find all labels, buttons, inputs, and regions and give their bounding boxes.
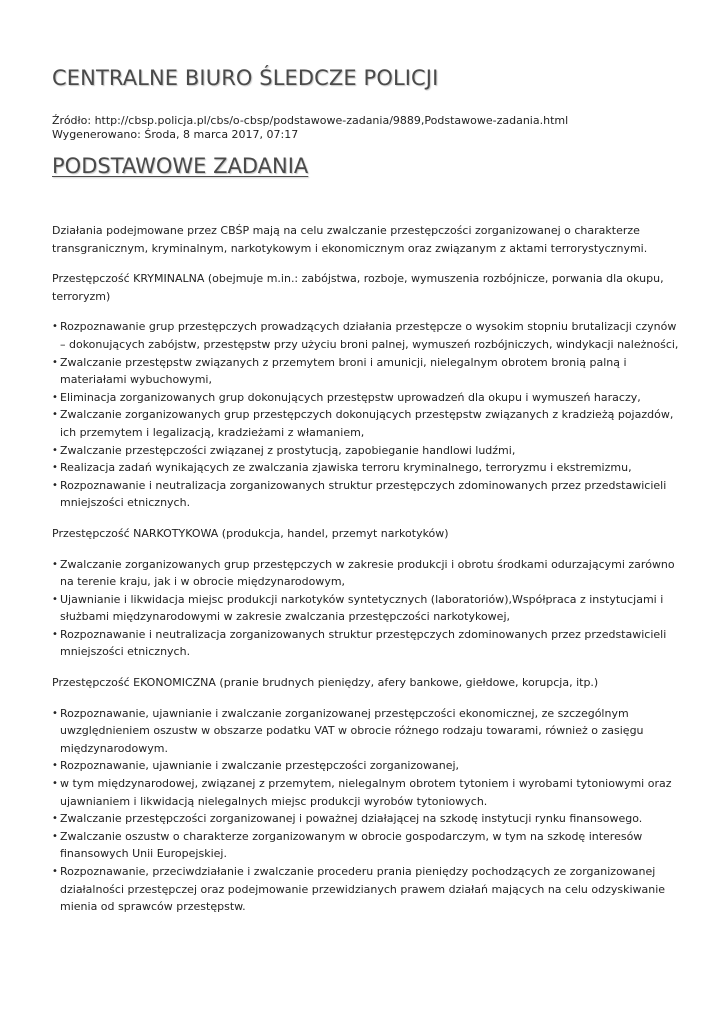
list-item	[52, 459, 682, 477]
intro-paragraph: Działania podejmowane przez CBŚP mają na celu zwalczanie przestępczości zorganizowanej o charakterze transgranicznym, kryminalnym, narkotykowym i ekonomicznym oraz związanym z aktami terrorystycznymi.	[52, 224, 648, 255]
section-heading-narcotics: Przestępczość NARKOTYKOWA (produkcja, handel, przemyt narkotyków)	[52, 526, 449, 540]
bullet-icon: •	[52, 830, 58, 842]
site-title: CENTRALNE BIURO ŚLEDCZE POLICJI	[52, 66, 439, 90]
list-item	[52, 828, 682, 863]
bullet-icon: •	[52, 558, 58, 570]
list-item-text: Zwalczanie przestępczości związanej z prostytucją, zapobieganie handlowi ludźmi,	[60, 443, 516, 457]
source-line: Źródło: http://cbsp.policja.pl/cbs/o-cbsp/podstawowe-zadania/9889,Podstawowe-zadania.html	[52, 114, 569, 127]
list-item-text: Zwalczanie zorganizowanych grup przestępczych w zakresie produkcji i obrotu środkami odurzającymi zarówno na terenie kraju, jak i w obrocie międzynarodowym,	[60, 557, 675, 589]
page-title: PODSTAWOWE ZADANIA	[52, 154, 309, 178]
list-item-text: Realizacja zadań wynikających ze zwalczania zjawiska terroru kryminalnego, terroryzmu i ekstremizmu,	[60, 461, 632, 475]
bullet-icon: •	[52, 628, 58, 640]
list-item	[52, 626, 682, 661]
bullet-icon: •	[52, 321, 58, 333]
list-item	[52, 354, 682, 389]
section-list-narcotics	[52, 556, 682, 662]
list-item	[52, 705, 682, 758]
bullet-icon: •	[52, 409, 58, 421]
list-item	[52, 389, 682, 407]
list-item-text: Rozpoznawanie i neutralizacja zorganizowanych struktur przestępczych zdominowanych przez przedstawicieli mniejszości etnicznych.	[60, 627, 667, 659]
bullet-icon: •	[52, 444, 58, 456]
list-item	[52, 757, 682, 775]
list-item-text: Rozpoznawanie, ujawnianie i zwalczanie zorganizowanej przestępczości ekonomicznej, ze szczególnym uwzględnieniem oszustw w obszarze podatku VAT w obrocie różnego rodzaju towarami, również o zasięgu międzynarodowym.	[60, 706, 644, 755]
list-item	[52, 318, 682, 353]
section-list-criminal	[52, 318, 682, 512]
bullet-icon: •	[52, 593, 58, 605]
list-item-text: Zwalczanie oszustw o charakterze zorganizowanym w obrocie gospodarczym, w tym na szkodę interesów finansowych Unii Europejskiej.	[60, 829, 643, 861]
list-item-text: Rozpoznawanie, ujawnianie i zwalczanie przestępczości zorganizowanej,	[60, 759, 460, 773]
list-item-text: Zwalczanie zorganizowanych grup przestępczych dokonujących przestępstw związanych z kradzieżą pojazdów, ich przemytem i legalizacją, kradzieżami z włamaniem,	[60, 408, 674, 439]
bullet-icon: •	[52, 866, 58, 877]
section-heading-economic: Przestępczość EKONOMICZNA (pranie brudnych pieniędzy, afery bankowe, giełdowe, korupcja, itp.)	[52, 676, 599, 690]
list-item	[52, 863, 682, 916]
bullet-icon: •	[52, 778, 58, 790]
list-item-text: Ujawnianie i likwidacja miejsc produkcji narkotyków syntetycznych (laboratoriów),Współpraca z instytucjami i służbami międzynarodowymi w zakresie zwalczania przestępczości narkotykowej,	[60, 592, 664, 624]
list-item-text: Rozpoznawanie grup przestępczych prowadzących działania przestępcze o wysokim stopniu brutalizacji czynów – dokonujących zabójstw, przestępstw przy użyciu broni palnej, wymuszeń rozbójniczych, windykacji należności,	[60, 320, 679, 351]
section-heading-criminal: Przestępczość KRYMINALNA (obejmuje m.in.: zabójstwa, rozboje, wymuszenia rozbójnicze, porwania dla okupu, terroryzm)	[52, 272, 664, 303]
section-list-economic	[52, 705, 682, 916]
bullet-icon: •	[52, 707, 58, 719]
list-item-text: Rozpoznawanie, przeciwdziałanie i zwalczanie procederu prania pieniędzy pochodzących ze zorganizowanej działalności przestępczej oraz podejmowanie przewidzianych prawem działań mających na celu odzyskiwanie mienia od sprawców przestępstw.	[60, 865, 666, 914]
list-item	[52, 556, 682, 591]
list-item-text: Zwalczanie przestępstw związanych z przemytem broni i amunicji, nielegalnym obrotem bronią palną i materiałami wybuchowymi,	[60, 355, 627, 387]
list-item	[52, 810, 682, 828]
list-item	[52, 406, 682, 441]
list-item	[52, 775, 682, 810]
bullet-icon: •	[52, 479, 58, 491]
generated-line: Wygenerowano: Środa, 8 marca 2017, 07:17	[52, 128, 299, 141]
list-item	[52, 477, 682, 512]
bullet-icon: •	[52, 356, 58, 368]
list-item-text: Zwalczanie przestępczości zorganizowanej i poważnej działającej na szkodę instytucji rynku finansowego.	[60, 812, 643, 826]
bullet-icon: •	[52, 760, 58, 772]
list-item	[52, 591, 682, 626]
list-item-text: Eliminacja zorganizowanych grup dokonujących przestępstw uprowadzeń dla okupu i wymuszeń haraczy,	[60, 390, 641, 404]
list-item	[52, 442, 682, 460]
article-content	[52, 222, 682, 929]
list-item-text: Rozpoznawanie i neutralizacja zorganizowanych struktur przestępczych zdominowanych przez przedstawicieli mniejszości etnicznych.	[60, 478, 667, 510]
document-meta	[52, 114, 568, 142]
list-item-text: w tym międzynarodowej, związanej z przemytem, nielegalnym obrotem tytoniem i wyrobami tytoniowymi oraz ujawnianiem i likwidacją nielegalnych miejsc produkcji wyrobów tytoniowych.	[60, 777, 672, 808]
bullet-icon: •	[52, 462, 58, 474]
bullet-icon: •	[52, 813, 58, 825]
bullet-icon: •	[52, 391, 58, 403]
